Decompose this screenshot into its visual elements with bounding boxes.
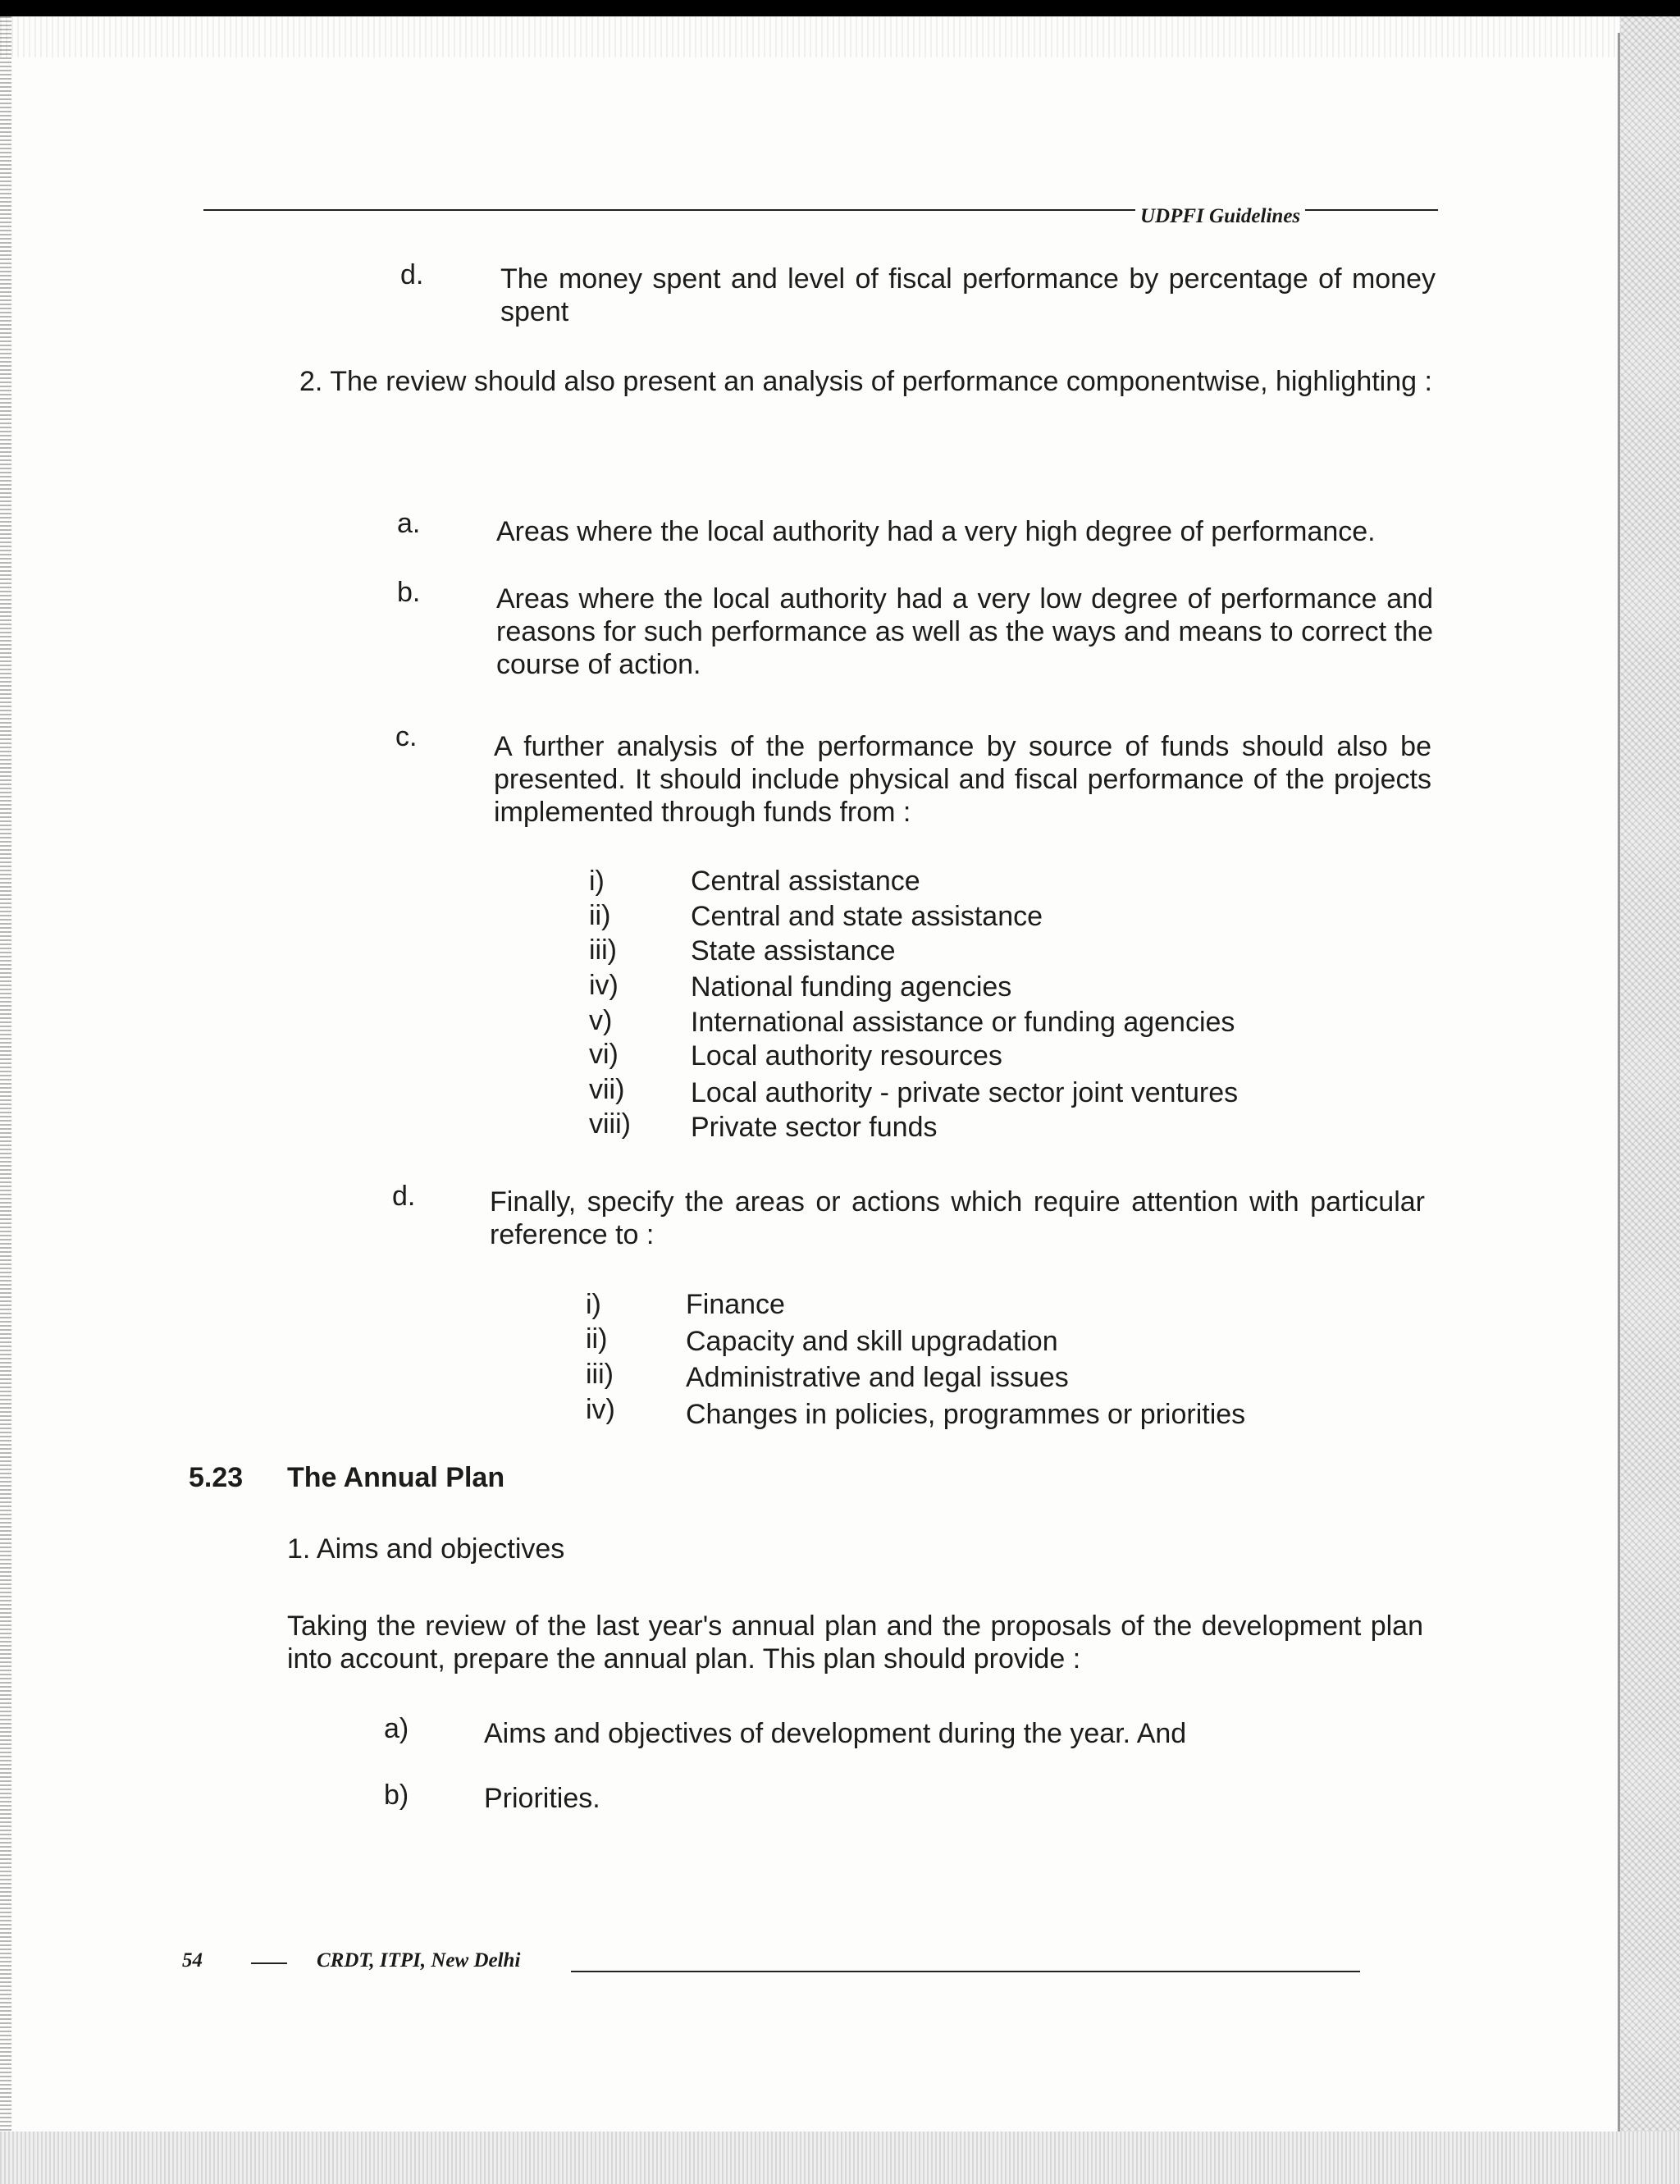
scan-top-noise <box>0 16 1680 57</box>
list-marker: d. <box>400 259 424 290</box>
scan-left-border <box>0 16 11 2184</box>
sublist-marker: iv) <box>589 970 619 1001</box>
list-marker: a) <box>384 1713 409 1744</box>
section-number: 5.23 <box>189 1462 244 1493</box>
sublist-marker: iv) <box>586 1394 615 1425</box>
sublist-marker: vii) <box>589 1074 625 1105</box>
sublist-item: Private sector funds <box>691 1112 938 1143</box>
list-marker: d. <box>392 1181 416 1212</box>
sublist-item: State assistance <box>691 935 896 966</box>
sublist-item: National funding agencies <box>691 971 1012 1003</box>
list-item-text: Aims and objectives of development during the year. And <box>484 1718 1187 1749</box>
list-item-text: A further analysis of the performance by source of funds should also be presented. It should include physical and fiscal performance of the projects implemented through funds from : <box>494 731 1431 828</box>
sublist-marker: i) <box>589 866 605 897</box>
footer-rule <box>571 1971 1360 1972</box>
list-item-text: Areas where the local authority had a very low degree of performance and reasons for such performance as well as the ways and means to correct the course of action. <box>496 583 1433 680</box>
sublist-marker: ii) <box>589 900 611 931</box>
section-title: The Annual Plan <box>287 1462 505 1493</box>
sublist-item: Finance <box>686 1289 785 1320</box>
list-marker: b. <box>397 577 421 608</box>
sublist-marker: ii) <box>586 1323 608 1355</box>
list-marker: c. <box>395 721 418 752</box>
sublist-item: Changes in policies, programmes or priorities <box>686 1399 1246 1430</box>
sublist-marker: i) <box>586 1289 601 1320</box>
sublist-item: Central assistance <box>691 866 920 897</box>
footer-dash <box>251 1962 287 1964</box>
subheading: 1. Aims and objectives <box>287 1533 565 1565</box>
running-title: UDPFI Guidelines <box>1135 205 1305 228</box>
sublist-item: Local authority - private sector joint ventures <box>691 1077 1239 1108</box>
list-item-text: The money spent and level of fiscal performance by percentage of money spent <box>500 263 1436 327</box>
scan-bottom-border <box>0 2131 1680 2184</box>
sublist-marker: iii) <box>589 934 617 966</box>
sublist-marker: viii) <box>589 1108 631 1140</box>
list-item-text: Finally, specify the areas or actions which require attention with particular reference to : <box>490 1186 1425 1250</box>
sublist-item: Administrative and legal issues <box>686 1362 1069 1393</box>
scan-top-border <box>0 0 1680 16</box>
paragraph: 2. The review should also present an analysis of performance componentwise, highlighting : <box>299 366 1432 397</box>
paragraph: Taking the review of the last year's annual plan and the proposals of the development plan into account, prepare the annual plan. This plan should provide : <box>287 1611 1423 1675</box>
sublist-item: Central and state assistance <box>691 901 1043 932</box>
list-marker: b) <box>384 1780 409 1811</box>
sublist-item: Capacity and skill upgradation <box>686 1326 1058 1357</box>
list-item-text: Areas where the local authority had a very high degree of performance. <box>496 516 1376 547</box>
sublist-item: International assistance or funding agencies <box>691 1007 1235 1038</box>
page-number: 54 <box>177 1949 208 1972</box>
sublist-item: Local authority resources <box>691 1040 1002 1071</box>
sublist-marker: v) <box>589 1005 613 1036</box>
scan-right-border <box>1620 16 1680 2184</box>
footer-publisher: CRDT, ITPI, New Delhi <box>312 1949 525 1972</box>
list-item-text: Priorities. <box>484 1783 600 1814</box>
list-marker: a. <box>397 508 421 539</box>
sublist-marker: vi) <box>589 1039 619 1070</box>
sublist-marker: iii) <box>586 1359 614 1390</box>
